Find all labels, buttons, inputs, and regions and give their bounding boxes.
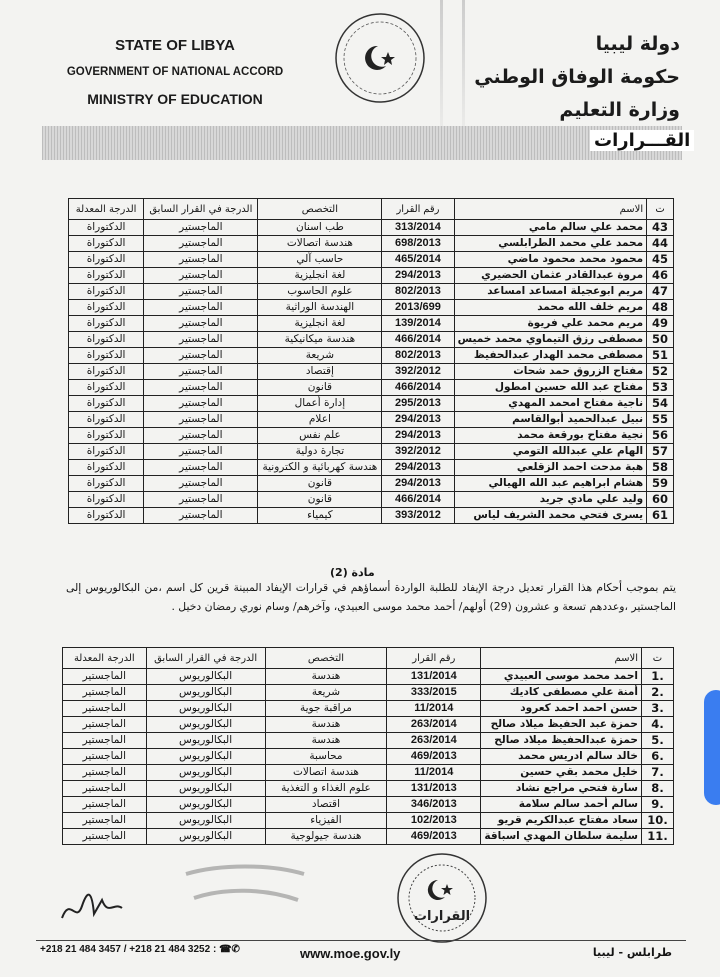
table-row [69, 444, 674, 460]
row-amended-degree: الماجستير [63, 797, 147, 813]
row-previous-degree: الماجستير [144, 460, 258, 476]
row-previous-degree: الماجستير [144, 220, 258, 236]
row-amended-degree: الدكتوراة [69, 284, 144, 300]
row-previous-degree: الماجستير [144, 444, 258, 460]
table-row [69, 428, 674, 444]
row-previous-degree: الماجستير [144, 428, 258, 444]
row-index: 59 [647, 476, 674, 492]
row-index: 61 [647, 508, 674, 524]
col-name: الاسم [481, 648, 642, 669]
row-index: .4 [642, 717, 674, 733]
decisions-table-phd [68, 198, 674, 524]
row-specialization: هندسة [265, 717, 387, 733]
row-index: .6 [642, 749, 674, 765]
row-amended-degree: الدكتوراة [69, 492, 144, 508]
table-header-row [69, 199, 674, 220]
row-amended-degree: الماجستير [63, 685, 147, 701]
col-previous-degree: الدرجة في القرار السابق [144, 199, 258, 220]
table-row [69, 252, 674, 268]
row-amended-degree: الماجستير [63, 765, 147, 781]
table-row [69, 316, 674, 332]
row-previous-degree: الماجستير [144, 332, 258, 348]
row-name: سليمة سلطان المهدي اسباقة [481, 829, 642, 845]
row-previous-degree: الماجستير [144, 284, 258, 300]
row-amended-degree: الدكتوراة [69, 332, 144, 348]
row-decision-no: 698/2013 [382, 236, 454, 252]
row-specialization: كيمياء [258, 508, 382, 524]
row-decision-no: 294/2013 [382, 268, 454, 284]
row-decision-no: 465/2014 [382, 252, 454, 268]
row-amended-degree: الماجستير [63, 669, 147, 685]
row-index: .7 [642, 765, 674, 781]
row-previous-degree: الماجستير [144, 300, 258, 316]
row-amended-degree: الماجستير [63, 749, 147, 765]
row-amended-degree: الماجستير [63, 813, 147, 829]
table-row [63, 669, 674, 685]
col-name: الاسم [454, 199, 647, 220]
col-amended-degree: الدرجة المعدلة [63, 648, 147, 669]
row-decision-no: 333/2015 [387, 685, 481, 701]
row-decision-no: 263/2014 [387, 717, 481, 733]
row-previous-degree: الماجستير [144, 268, 258, 284]
row-index: .8 [642, 781, 674, 797]
row-amended-degree: الماجستير [63, 733, 147, 749]
col-specialization: التخصص [265, 648, 387, 669]
row-amended-degree: الدكتوراة [69, 396, 144, 412]
col-previous-degree: الدرجة في القرار السابق [146, 648, 265, 669]
row-index: 57 [647, 444, 674, 460]
header-arabic [440, 28, 680, 127]
row-amended-degree: الدكتوراة [69, 508, 144, 524]
row-name: خليل محمد بقي حسين [481, 765, 642, 781]
col-specialization: التخصص [258, 199, 382, 220]
table-row [69, 268, 674, 284]
row-index: 47 [647, 284, 674, 300]
row-amended-degree: الدكتوراة [69, 444, 144, 460]
row-decision-no: 294/2013 [382, 428, 454, 444]
row-previous-degree: الماجستير [144, 316, 258, 332]
row-decision-no: 263/2014 [387, 733, 481, 749]
row-decision-no: 2013/699 [382, 300, 454, 316]
row-index: 52 [647, 364, 674, 380]
header-en-line: STATE OF LIBYA [115, 37, 235, 54]
row-specialization: قانون [258, 476, 382, 492]
row-name: مريم محمد علي فريوة [454, 316, 647, 332]
row-name: حسن احمد احمد كعرود [481, 701, 642, 717]
article-text: يتم بموجب أحكام هذا القرار تعديل درجة الإيفاد للطلبة الواردة أسماؤهم في قرارات الإيفاد المبينة قرين كل اسم ،من البكالوريوس إلى الماجستير ،وعددهم تسعة و عشرون (29) أولهم/ أحمد محمد موسى العبيدي، وآخرهم/ وسام نوري رمضان دخيل . [66, 581, 676, 613]
row-index: 45 [647, 252, 674, 268]
row-name: حمزة عبد الحفيظ ميلاد صالح [481, 717, 642, 733]
phone-fax-icon: ☎✆ [219, 944, 240, 955]
row-amended-degree: الدكتوراة [69, 428, 144, 444]
footer-divider [36, 940, 686, 941]
row-name: سالم أحمد سالم سلامة [481, 797, 642, 813]
row-specialization: تجارة دولية [258, 444, 382, 460]
table-row [69, 476, 674, 492]
row-specialization: حاسب آلي [258, 252, 382, 268]
row-name: حمزة عبدالحفيظ ميلاد صالح [481, 733, 642, 749]
row-previous-degree: البكالوريوس [146, 669, 265, 685]
row-previous-degree: الماجستير [144, 236, 258, 252]
article-title: مادة (2) [330, 566, 375, 579]
row-name: مفتاح الزروق حمد شحات [454, 364, 647, 380]
col-idx: ت [647, 199, 674, 220]
row-name: مصطفى محمد الهدار عبدالحفيظ [454, 348, 647, 364]
col-decision-no: رقم القرار [387, 648, 481, 669]
row-amended-degree: الدكتوراة [69, 236, 144, 252]
stamp-mark-icon [180, 858, 310, 918]
row-amended-degree: الماجستير [63, 829, 147, 845]
row-amended-degree: الدكتوراة [69, 460, 144, 476]
header-ar-line: حكومة الوفاق الوطني [474, 66, 680, 88]
table-row [69, 284, 674, 300]
table-row [69, 508, 674, 524]
row-specialization: مراقبة جوية [265, 701, 387, 717]
row-name: وليد علي مادي جريد [454, 492, 647, 508]
footer-website[interactable]: www.moe.gov.ly [300, 946, 401, 961]
table-row [63, 733, 674, 749]
table-row [63, 797, 674, 813]
row-decision-no: 392/2012 [382, 444, 454, 460]
row-previous-degree: الماجستير [144, 476, 258, 492]
row-index: 54 [647, 396, 674, 412]
row-specialization: علوم الغذاء و التغذية [265, 781, 387, 797]
row-previous-degree: البكالوريوس [146, 701, 265, 717]
row-specialization: علوم الحاسوب [258, 284, 382, 300]
row-index: 55 [647, 412, 674, 428]
row-specialization: اعلام [258, 412, 382, 428]
row-decision-no: 11/2014 [387, 765, 481, 781]
row-index: 46 [647, 268, 674, 284]
table-row [69, 348, 674, 364]
row-name: مريم خلف الله محمد [454, 300, 647, 316]
row-decision-no: 392/2012 [382, 364, 454, 380]
row-index: .5 [642, 733, 674, 749]
row-previous-degree: البكالوريوس [146, 717, 265, 733]
row-previous-degree: الماجستير [144, 396, 258, 412]
footer-city: طرابلس - ليبيا [592, 946, 672, 959]
table-row [69, 396, 674, 412]
table-row [63, 813, 674, 829]
table-row [69, 380, 674, 396]
row-specialization: شريعة [258, 348, 382, 364]
row-specialization: إقتصاد [258, 364, 382, 380]
row-previous-degree: الماجستير [144, 412, 258, 428]
seal-text: القرارات [413, 909, 471, 924]
row-amended-degree: الدكتوراة [69, 220, 144, 236]
row-decision-no: 393/2012 [382, 508, 454, 524]
row-decision-no: 466/2014 [382, 380, 454, 396]
row-amended-degree: الدكتوراة [69, 364, 144, 380]
table-row [69, 332, 674, 348]
header-en-line: MINISTRY OF EDUCATION [87, 91, 263, 107]
row-specialization: هندسة جيولوجية [265, 829, 387, 845]
state-emblem-icon [330, 8, 430, 108]
row-decision-no: 102/2013 [387, 813, 481, 829]
row-index: 56 [647, 428, 674, 444]
row-index: 50 [647, 332, 674, 348]
col-idx: ت [642, 648, 674, 669]
row-amended-degree: الدكتوراة [69, 268, 144, 284]
row-previous-degree: البكالوريوس [146, 813, 265, 829]
row-decision-no: 802/2013 [382, 284, 454, 300]
row-decision-no: 466/2014 [382, 332, 454, 348]
row-name: ناجية مفتاح امحمد المهدي [454, 396, 647, 412]
row-previous-degree: البكالوريوس [146, 749, 265, 765]
row-decision-no: 802/2013 [382, 348, 454, 364]
row-previous-degree: الماجستير [144, 364, 258, 380]
row-previous-degree: البكالوريوس [146, 685, 265, 701]
table-row [69, 460, 674, 476]
row-decision-no: 139/2014 [382, 316, 454, 332]
row-index: 58 [647, 460, 674, 476]
footer-phone [40, 944, 240, 955]
side-edge-tab[interactable] [704, 690, 720, 805]
row-name: سعاد مفتاح عبدالكريم قريو [481, 813, 642, 829]
official-seal-icon [392, 850, 492, 945]
row-specialization: لغة انجليزية [258, 316, 382, 332]
row-specialization: هندسة [265, 669, 387, 685]
row-previous-degree: البكالوريوس [146, 781, 265, 797]
row-previous-degree: البكالوريوس [146, 765, 265, 781]
row-specialization: اقتصاد [265, 797, 387, 813]
row-name: هشام ابراهيم عبد الله الهيالي [454, 476, 647, 492]
row-amended-degree: الماجستير [63, 717, 147, 733]
row-amended-degree: الماجستير [63, 781, 147, 797]
row-index: 51 [647, 348, 674, 364]
row-specialization: الفيزياء [265, 813, 387, 829]
row-specialization: هندسة اتصالات [258, 236, 382, 252]
header-ar-line: دولة ليبيا [595, 33, 680, 55]
table-row [69, 300, 674, 316]
row-index: .10 [642, 813, 674, 829]
row-amended-degree: الدكتوراة [69, 476, 144, 492]
row-amended-degree: الدكتوراة [69, 348, 144, 364]
table-row [63, 685, 674, 701]
row-previous-degree: البكالوريوس [146, 733, 265, 749]
row-decision-no: 469/2013 [387, 829, 481, 845]
row-previous-degree: الماجستير [144, 508, 258, 524]
row-specialization: قانون [258, 380, 382, 396]
row-previous-degree: الماجستير [144, 252, 258, 268]
row-previous-degree: الماجستير [144, 380, 258, 396]
row-previous-degree: البكالوريوس [146, 797, 265, 813]
header-en-line: GOVERNMENT OF NATIONAL ACCORD [66, 66, 284, 78]
row-index: 48 [647, 300, 674, 316]
row-index: 44 [647, 236, 674, 252]
row-name: يسرى فتحي محمد الشريف لياس [454, 508, 647, 524]
row-index: .3 [642, 701, 674, 717]
row-amended-degree: الدكتوراة [69, 316, 144, 332]
row-decision-no: 11/2014 [387, 701, 481, 717]
row-index: .1 [642, 669, 674, 685]
row-name: مريم ابوعجيلة امساعد امساعد [454, 284, 647, 300]
table-row [63, 717, 674, 733]
row-amended-degree: الماجستير [63, 701, 147, 717]
row-index: 60 [647, 492, 674, 508]
banner-title: القـــرارات [590, 130, 694, 151]
row-specialization: إدارة أعمال [258, 396, 382, 412]
row-index: 53 [647, 380, 674, 396]
row-decision-no: 294/2013 [382, 460, 454, 476]
decisions-table-masters [62, 647, 674, 845]
row-decision-no: 131/2014 [387, 669, 481, 685]
row-specialization: هندسة [265, 733, 387, 749]
row-decision-no: 313/2014 [382, 220, 454, 236]
header-ar-line: وزارة التعليم [559, 99, 680, 121]
row-decision-no: 295/2013 [382, 396, 454, 412]
header-english [40, 32, 310, 113]
table-row [69, 364, 674, 380]
row-decision-no: 131/2013 [387, 781, 481, 797]
row-index: .9 [642, 797, 674, 813]
row-name: هبة مدحت احمد الزقلعي [454, 460, 647, 476]
row-name: مروة عبدالقادر عثمان الحضيري [454, 268, 647, 284]
row-specialization: هندسة كهربائية و الكترونية [258, 460, 382, 476]
row-name: محمد علي سالم مامي [454, 220, 647, 236]
table-row [69, 412, 674, 428]
row-name: الهام علي عبدالله التومي [454, 444, 647, 460]
signature-icon [58, 888, 128, 928]
row-specialization: هندسة اتصالات [265, 765, 387, 781]
row-specialization: طب اسنان [258, 220, 382, 236]
row-index: 43 [647, 220, 674, 236]
row-specialization: قانون [258, 492, 382, 508]
row-decision-no: 294/2013 [382, 476, 454, 492]
table-row [63, 701, 674, 717]
row-decision-no: 469/2013 [387, 749, 481, 765]
col-amended-degree: الدرجة المعدلة [69, 199, 144, 220]
row-name: نجية مفتاح بورقعة محمد [454, 428, 647, 444]
row-specialization: علم نفس [258, 428, 382, 444]
row-index: .2 [642, 685, 674, 701]
row-specialization: محاسبة [265, 749, 387, 765]
table-row [63, 781, 674, 797]
table-row [69, 492, 674, 508]
row-decision-no: 294/2013 [382, 412, 454, 428]
row-previous-degree: الماجستير [144, 492, 258, 508]
table-row [63, 749, 674, 765]
row-name: مصطفى رزق التيماوي محمد خميس [454, 332, 647, 348]
row-name: أمنة علي مصطفى كاديك [481, 685, 642, 701]
row-amended-degree: الدكتوراة [69, 412, 144, 428]
row-specialization: هندسة ميكانيكية [258, 332, 382, 348]
decisions-banner [42, 126, 691, 160]
table-header-row [63, 648, 674, 669]
table-row [69, 220, 674, 236]
table-row [63, 765, 674, 781]
row-previous-degree: البكالوريوس [146, 829, 265, 845]
row-amended-degree: الدكتوراة [69, 300, 144, 316]
footer-phone-text: +218 21 484 3457 / +218 21 484 3252 : [40, 944, 217, 955]
row-name: محمد علي محمد الطرابلسي [454, 236, 647, 252]
row-name: احمد محمد موسى العبيدي [481, 669, 642, 685]
row-specialization: الهندسة الوراثية [258, 300, 382, 316]
row-name: محمود محمد محمود ماضي [454, 252, 647, 268]
row-amended-degree: الدكتوراة [69, 252, 144, 268]
row-name: سارة فتحي مراجع نشاد [481, 781, 642, 797]
row-amended-degree: الدكتوراة [69, 380, 144, 396]
row-name: خالد سالم ادريس محمد [481, 749, 642, 765]
table-row [63, 829, 674, 845]
row-name: نبيل عبدالحميد أبوالقاسم [454, 412, 647, 428]
row-index: .11 [642, 829, 674, 845]
table-row [69, 236, 674, 252]
row-previous-degree: الماجستير [144, 348, 258, 364]
row-specialization: شريعة [265, 685, 387, 701]
row-decision-no: 346/2013 [387, 797, 481, 813]
row-index: 49 [647, 316, 674, 332]
row-specialization: لغة انجليزية [258, 268, 382, 284]
col-decision-no: رقم القرار [382, 199, 454, 220]
row-name: مفتاح عبد الله حسين امطول [454, 380, 647, 396]
row-decision-no: 466/2014 [382, 492, 454, 508]
